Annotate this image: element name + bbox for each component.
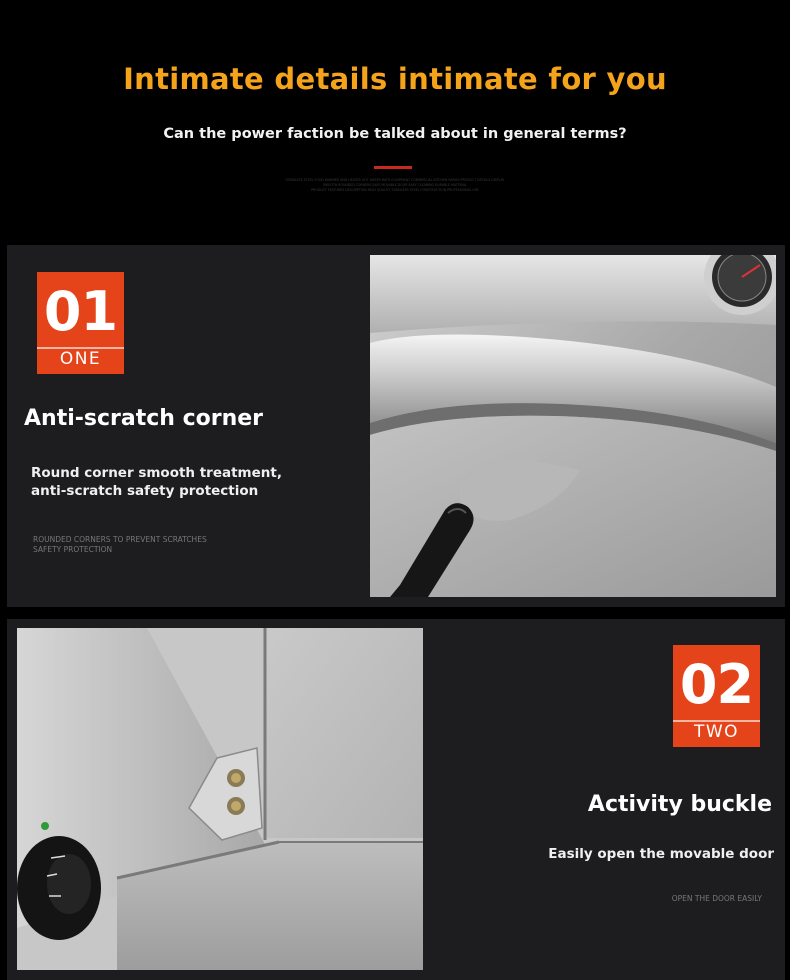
fine-print-line: PRODUCT FEATURES DESCRIPTION HIGH QUALITY STAINLESS STEEL CONSTRUCTION PROFESSIONAL USE [311, 188, 479, 192]
badge-number: 01 [43, 280, 118, 343]
page-title: Intimate details intimate for you [123, 62, 667, 96]
page-subtitle: Can the power faction be talked about in general terms? [163, 126, 627, 142]
description-line: Round corner smooth treatment, [31, 465, 282, 481]
header-section [0, 0, 790, 240]
description-line: anti-scratch safety protection [31, 483, 259, 499]
description-line: Easily open the movable door [548, 846, 774, 862]
badge-number-word: ONE [59, 349, 102, 369]
feature-title: Activity buckle [587, 792, 772, 817]
fine-print-line: STAINLESS STEEL FOOD WARMER AND HEATER HOT WATER BATH EQUIPMENT COMMERCIAL KITCHEN SERIES PRODUCT DETAILS DISPLAY [285, 178, 505, 182]
feature-panel-anti-scratch [7, 245, 785, 607]
badge-number-word: TWO [693, 722, 740, 742]
stainless-corner-photo [370, 255, 776, 597]
caption-line: OPEN THE DOOR EASILY [671, 894, 762, 903]
door-buckle-photo [17, 628, 423, 970]
fine-print-line: SMOOTH ROUNDED CORNERS SAFE MOVABLE DOOR EASY CLEANING DURABLE MATERIAL [323, 183, 467, 187]
feature-caption [672, 894, 762, 904]
feature-description [31, 464, 282, 500]
feature-description [548, 845, 774, 863]
caption-line: ROUNDED CORNERS TO PREVENT SCRATCHES [33, 535, 207, 544]
feature-number-badge [673, 645, 760, 747]
feature-title: Anti-scratch corner [24, 406, 264, 431]
feature-panel-activity-buckle [7, 619, 785, 980]
feature-number-badge [37, 272, 124, 374]
title-divider [374, 166, 412, 169]
badge-number: 02 [679, 653, 754, 716]
caption-line: SAFETY PROTECTION [33, 545, 113, 554]
feature-caption [33, 535, 207, 555]
